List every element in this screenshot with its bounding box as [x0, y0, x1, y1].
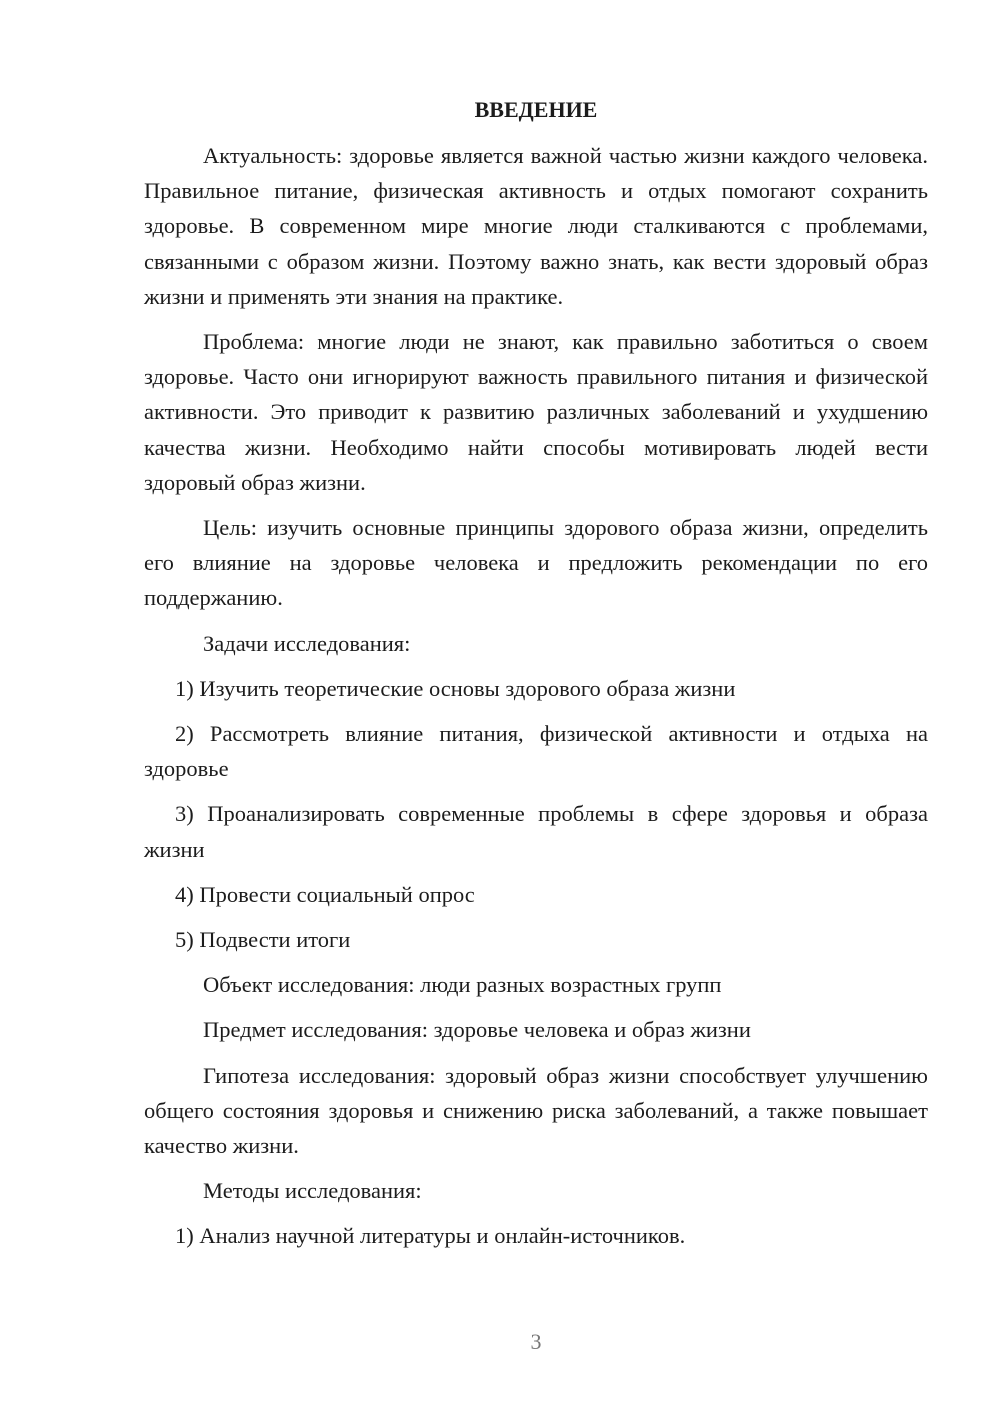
research-object: Объект исследования: люди разных возрастных групп	[203, 972, 722, 998]
task-item-1: 1) Изучить теоретические основы здорового образа жизни	[175, 675, 736, 701]
task-item-2: 2) Рассмотреть влияние питания, физической активности и отдыха на здоровье	[144, 721, 928, 782]
page-number: 3	[530, 1329, 542, 1354]
goal-paragraph: Цель: изучить основные принципы здорового образа жизни, определить его влияние на здоровье человека и предложить рекомендации по его поддержанию.	[144, 515, 928, 611]
task-item-3: 3) Проанализировать современные проблемы в сфере здоровья и образа жизни	[144, 801, 928, 862]
page-content	[144, 95, 928, 1264]
method-item-1: 1) Анализ научной литературы и онлайн-источников.	[175, 1223, 686, 1249]
methods-title: Методы исследования:	[203, 1178, 422, 1204]
task-item-5: 5) Подвести итоги	[175, 927, 351, 953]
research-subject: Предмет исследования: здоровье человека и образ жизни	[203, 1017, 751, 1043]
tasks-title: Задачи исследования:	[203, 630, 411, 656]
task-item-4: 4) Провести социальный опрос	[175, 881, 475, 907]
section-heading: ВВЕДЕНИЕ	[474, 97, 598, 122]
relevance-paragraph: Актуальность: здоровье является важной частью жизни каждого человека. Правильное питание, физическая активность и отдых помогают сохранить здоровье. В современном мире многие люди сталкиваются с проблемами, связанными с образом жизни. Поэтому важно знать, как вести здоровый образ жизни и применять эти знания на практике.	[144, 143, 928, 309]
problem-paragraph: Проблема: многие люди не знают, как правильно заботиться о своем здоровье. Часто они игнорируют важность правильного питания и физической активности. Это приводит к развитию различных заболеваний и ухудшению качества жизни. Необходимо найти способы мотивировать людей вести здоровый образ жизни.	[144, 329, 928, 495]
hypothesis-paragraph: Гипотеза исследования: здоровый образ жизни способствует улучшению общего состояния здоровья и снижению риска заболеваний, а также повышает качество жизни.	[144, 1062, 928, 1159]
